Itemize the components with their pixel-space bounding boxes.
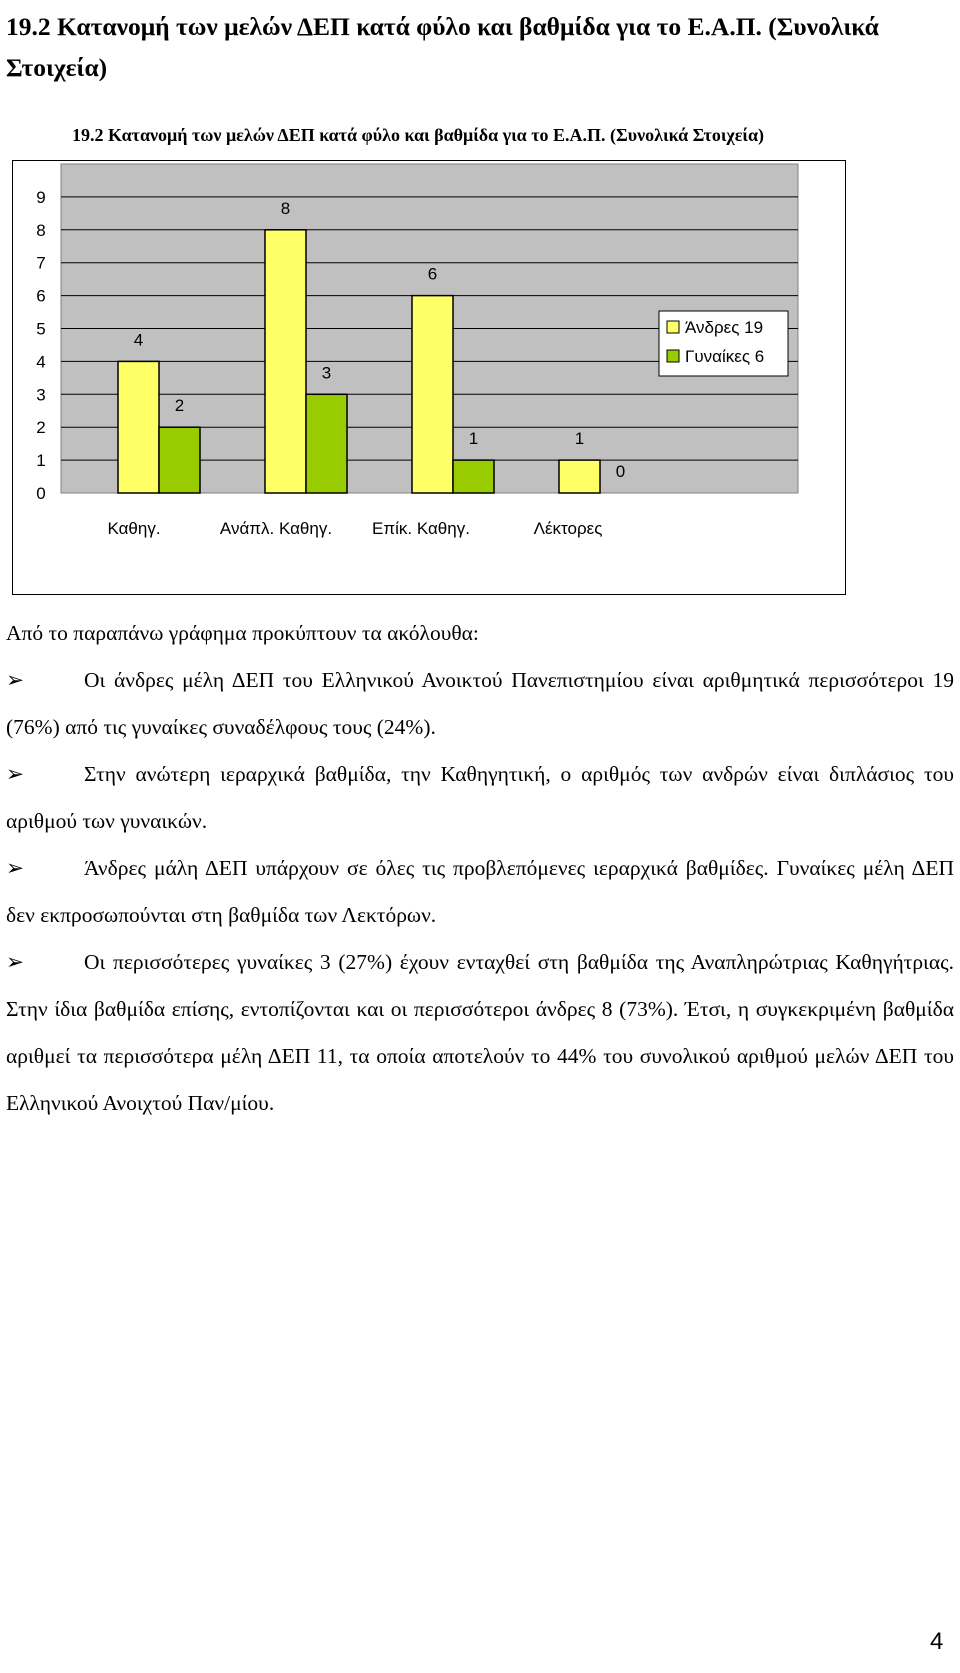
bullet-text: Άνδρες μάλη ΔΕΠ υπάρχουν σε όλες τις προβλεπόμενες ιεραρχικά βαθμίδες. Γυναίκες μέλη ΔΕΠ δεν εκπροσωπούνται στη βαθμίδα των Λεκτόρων. (6, 856, 954, 927)
chart-title: 19.2 Κατανομή των μελών ΔΕΠ κατά φύλο και βαθμίδα για το Ε.Α.Π. (Συνολικά Στοιχεία) (71, 125, 765, 145)
bar (265, 230, 306, 493)
bullet-text: Στην ανώτερη ιεραρχικά βαθμίδα, την Καθηγητική, ο αριθμός των ανδρών είναι διπλάσιος του αριθμού των γυναικών. (6, 762, 954, 833)
bullet-item (6, 939, 954, 1127)
bar-data-label: 8 (280, 198, 291, 218)
arrow-bullet-icon: ➢ (6, 668, 25, 692)
y-tick-label: 9 (36, 187, 46, 207)
page-heading: 19.2 Κατανομή των μελών ΔΕΠ κατά φύλο και βαθμίδα για το Ε.Α.Π. (Συνολικά Στοιχεία) (6, 12, 879, 82)
bar (306, 394, 347, 493)
bar-data-label: 4 (133, 330, 144, 350)
legend-label: Άνδρες 19 (685, 318, 764, 337)
y-tick-label: 4 (36, 352, 46, 372)
y-tick-label: 0 (36, 484, 46, 503)
legend-label: Γυναίκες 6 (685, 347, 765, 366)
page-number: 4 (930, 1628, 944, 1655)
y-tick-label: 5 (36, 319, 46, 339)
y-tick-label: 2 (36, 418, 46, 438)
bar-data-label: 0 (615, 462, 626, 481)
bullet-item (6, 657, 954, 751)
arrow-bullet-icon: ➢ (6, 856, 25, 880)
bullet-item (6, 845, 954, 939)
bar-data-label: 1 (574, 429, 585, 449)
bar-chart-svg (13, 125, 847, 596)
legend-swatch (667, 350, 679, 362)
x-tick-label: Καθηγ. (107, 519, 161, 538)
bar (412, 296, 453, 493)
legend-swatch (667, 321, 679, 333)
bar-chart (12, 125, 846, 595)
bar-data-label: 1 (468, 429, 479, 449)
bar (159, 427, 200, 493)
y-tick-label: 3 (36, 385, 46, 405)
x-tick-label: Επίκ. Καθηγ. (372, 519, 470, 538)
bullet-text: Οι άνδρες μέλη ΔΕΠ του Ελληνικού Ανοικτού Πανεπιστημίου είναι αριθμητικά περισσότεροι 19 (76%) από τις γυναίκες συναδέλφους τους (24%). (6, 668, 954, 739)
bar-data-label: 2 (174, 396, 185, 416)
y-tick-label: 6 (36, 286, 46, 306)
intro-paragraph: Από το παραπάνω γράφημα προκύπτουν τα ακόλουθα: (6, 621, 479, 645)
bar-data-label: 6 (427, 264, 438, 284)
bullet-item (6, 751, 954, 845)
y-tick-label: 7 (36, 253, 46, 273)
bar (118, 361, 159, 493)
bar (559, 460, 600, 493)
y-tick-label: 1 (36, 451, 46, 471)
x-tick-label: Ανάπλ. Καθηγ. (219, 519, 333, 538)
analysis-text (6, 610, 954, 1127)
y-tick-label: 8 (36, 220, 46, 240)
arrow-bullet-icon: ➢ (6, 762, 25, 786)
arrow-bullet-icon: ➢ (6, 950, 25, 974)
x-tick-label: Λέκτορες (533, 519, 603, 538)
bullet-text: Οι περισσότερες γυναίκες 3 (27%) έχουν ενταχθεί στη βαθμίδα της Αναπληρώτριας Καθηγήτριας. Στην ίδια βαθμίδα επίσης, εντοπίζονται και οι περισσότεροι άνδρες 8 (73%). Έτσι, η συγκεκριμένη βαθμίδα αριθμεί τα περισσότερα μέλη ΔΕΠ 11, τα οποία αποτελούν το 44% του συνολικού αριθμού μελών ΔΕΠ του Ελληνικού Ανοιχτού Παν/μίου. (6, 950, 954, 1115)
bar-data-label: 3 (321, 363, 332, 383)
bar (453, 460, 494, 493)
